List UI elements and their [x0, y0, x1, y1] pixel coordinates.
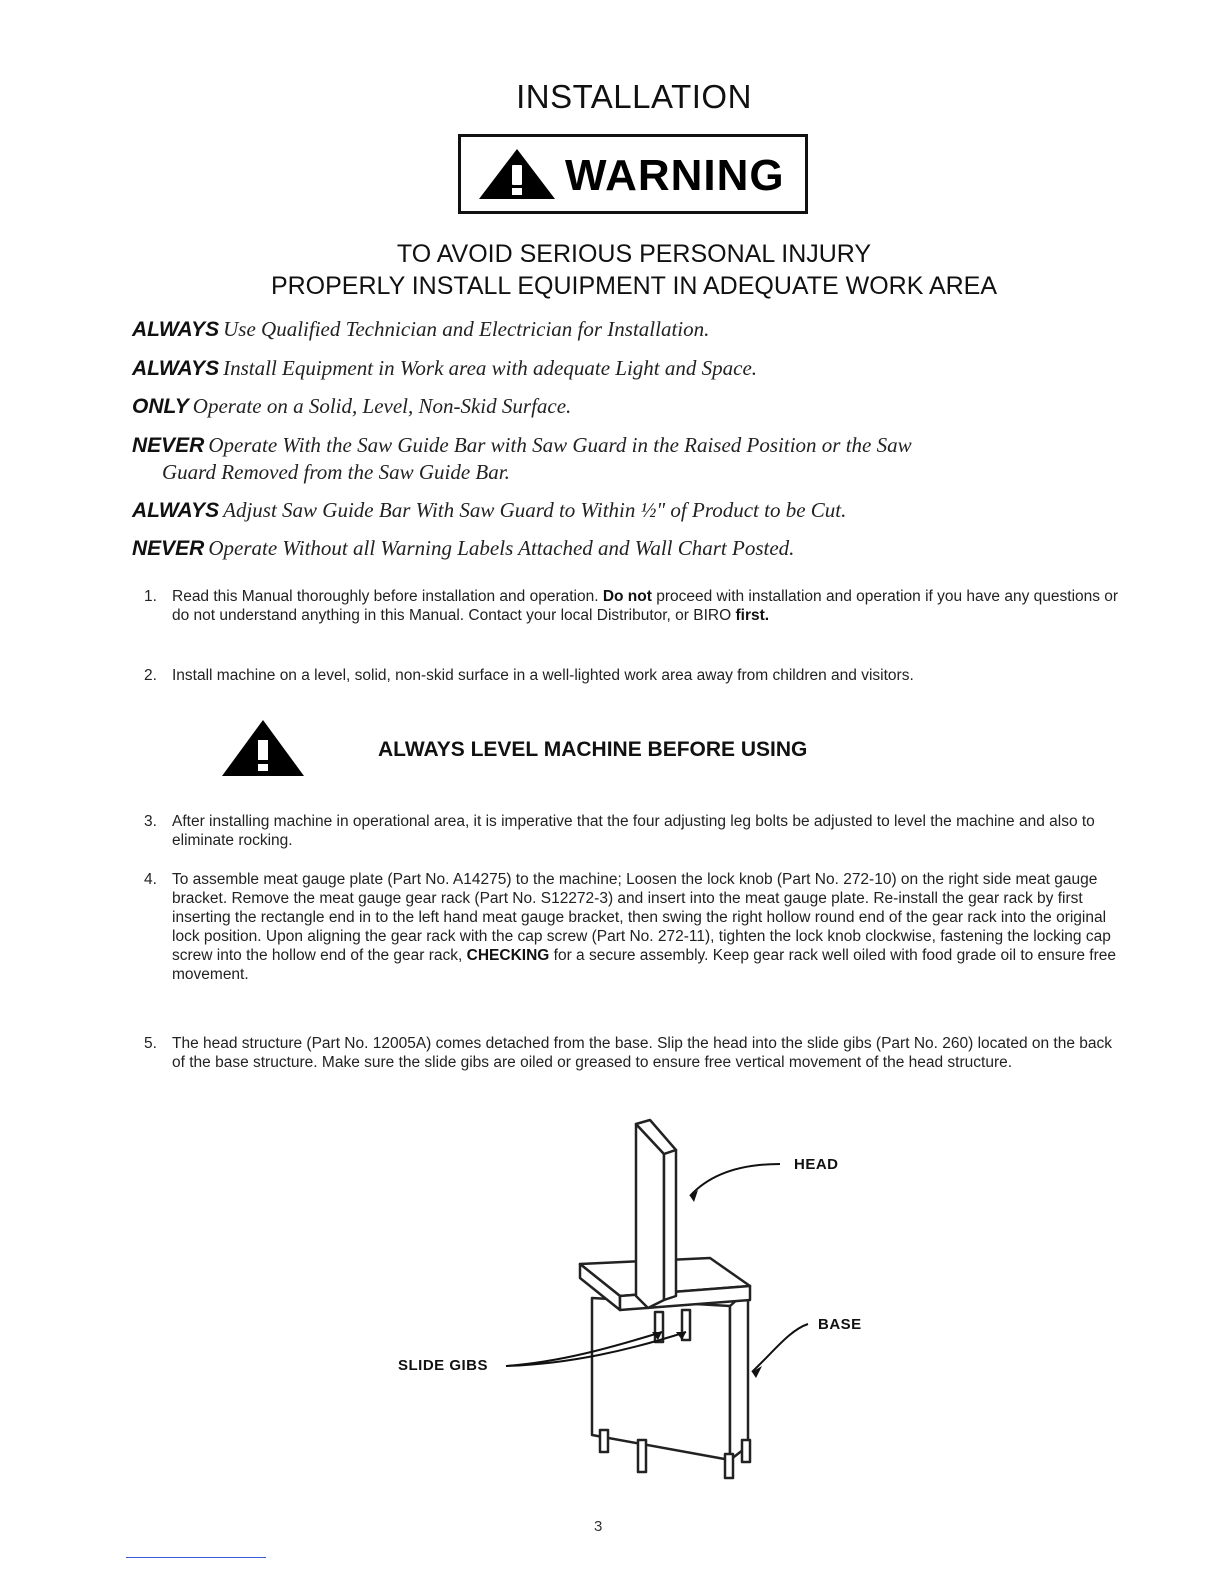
warning-word: WARNING — [565, 151, 785, 200]
item-text-cont: proceed with installation and operation if you have any questions or do not understand anything in this Manual. Contact your local Distributor, or BIRO — [172, 588, 1119, 624]
item-emphasis-2: first. — [735, 607, 770, 624]
safety-rule — [132, 393, 1102, 420]
instruction-item — [144, 1034, 1119, 1072]
safety-rule — [132, 432, 1102, 485]
item-text: To assemble meat gauge plate (Part No. A14275) to the machine; Loosen the lock knob (Part No. 272-10) on the right side meat gauge bracket. Remove the meat gauge gear rack (Part No. S12272-3) and insert into the meat gauge plate. Re-install the gear rack by first inserting the rectangle end in to the left hand meat gauge bracket, then swing the right hollow round end of the gear rack into the original lock position. Upon aligning the gear rack with the cap screw (Part No. 272-11), tighten the lock knob clockwise, fastening the locking cap screw into the hollow end of the gear rack, — [172, 871, 1111, 964]
item-number: 5. — [144, 1035, 157, 1052]
instruction-item — [144, 587, 1119, 625]
head-column-front — [636, 1124, 664, 1308]
rule-keyword: ONLY — [132, 395, 189, 418]
footer-rule — [126, 1557, 266, 1558]
item-text: After installing machine in operational area, it is imperative that the four adjusting leg bolts be adjusted to level the machine and also to eliminate rocking. — [172, 813, 1095, 849]
safety-rule — [132, 316, 1102, 343]
rule-text: Operate With the Saw Guide Bar with Saw Guard in the Raised Position or the Saw — [208, 433, 912, 457]
rule-text: Operate on a Solid, Level, Non-Skid Surface. — [192, 394, 572, 418]
page-title: INSTALLATION — [516, 78, 752, 115]
warning-banner — [458, 134, 808, 214]
item-emphasis: CHECKING — [466, 947, 550, 964]
heading-line-1: TO AVOID SERIOUS PERSONAL INJURY — [396, 240, 872, 268]
head-column-side — [664, 1150, 676, 1300]
leg-front-left — [600, 1430, 608, 1452]
item-number: 1. — [144, 588, 157, 605]
item-text: Read this Manual thoroughly before installation and operation. — [172, 588, 599, 605]
safety-rule — [132, 535, 1102, 562]
leg-front-right — [725, 1454, 733, 1478]
item-text: Install machine on a level, solid, non-skid surface in a well-lighted work area away from children and visitors. — [172, 667, 914, 684]
base-cabinet-side — [730, 1290, 748, 1460]
instruction-item — [144, 870, 1119, 984]
item-text-cont: for a secure assembly. Keep gear rack well oiled with food grade oil to ensure free movement. — [172, 947, 1116, 983]
page-number: 3 — [594, 1518, 603, 1535]
rule-text: Use Qualified Technician and Electrician for Installation. — [223, 317, 710, 341]
rule-continuation: Guard Removed from the Saw Guide Bar. — [162, 460, 510, 484]
leg-back-right — [742, 1440, 750, 1462]
leg-back-left — [638, 1440, 646, 1472]
rule-keyword: NEVER — [132, 537, 205, 560]
safety-rule — [132, 355, 1102, 382]
warning-triangle-icon — [477, 147, 557, 201]
item-number: 4. — [144, 871, 157, 888]
rule-keyword: ALWAYS — [132, 499, 220, 522]
safety-rule — [132, 497, 1102, 524]
instruction-item — [144, 666, 1119, 685]
label-slide-gibs: SLIDE GIBS — [398, 1357, 489, 1374]
item-number: 3. — [144, 813, 157, 830]
rule-text: Install Equipment in Work area with adequate Light and Space. — [223, 356, 758, 380]
item-number: 2. — [144, 667, 157, 684]
rule-text: Adjust Saw Guide Bar With Saw Guard to Within ½" of Product to be Cut. — [223, 498, 847, 522]
label-base: BASE — [818, 1316, 862, 1333]
head-leader-line — [690, 1164, 780, 1196]
rule-keyword: NEVER — [132, 434, 205, 457]
label-head: HEAD — [794, 1156, 839, 1173]
heading-line-2: PROPERLY INSTALL EQUIPMENT IN ADEQUATE WORK AREA — [270, 272, 998, 300]
instruction-item — [144, 812, 1119, 850]
rule-keyword: ALWAYS — [132, 318, 220, 341]
caution-heading: ALWAYS LEVEL MACHINE BEFORE USING — [378, 738, 808, 761]
caution-triangle-icon — [220, 718, 306, 778]
rule-text: Operate Without all Warning Labels Attached and Wall Chart Posted. — [208, 536, 795, 560]
item-emphasis: Do not — [602, 588, 652, 605]
rule-keyword: ALWAYS — [132, 357, 220, 380]
base-leader-line — [752, 1324, 808, 1372]
item-text: The head structure (Part No. 12005A) comes detached from the base. Slip the head into the slide gibs (Part No. 260) located on the back of the base structure. Make sure the slide gibs are oiled or greased to ensure free vertical movement of the head structure. — [172, 1035, 1113, 1071]
